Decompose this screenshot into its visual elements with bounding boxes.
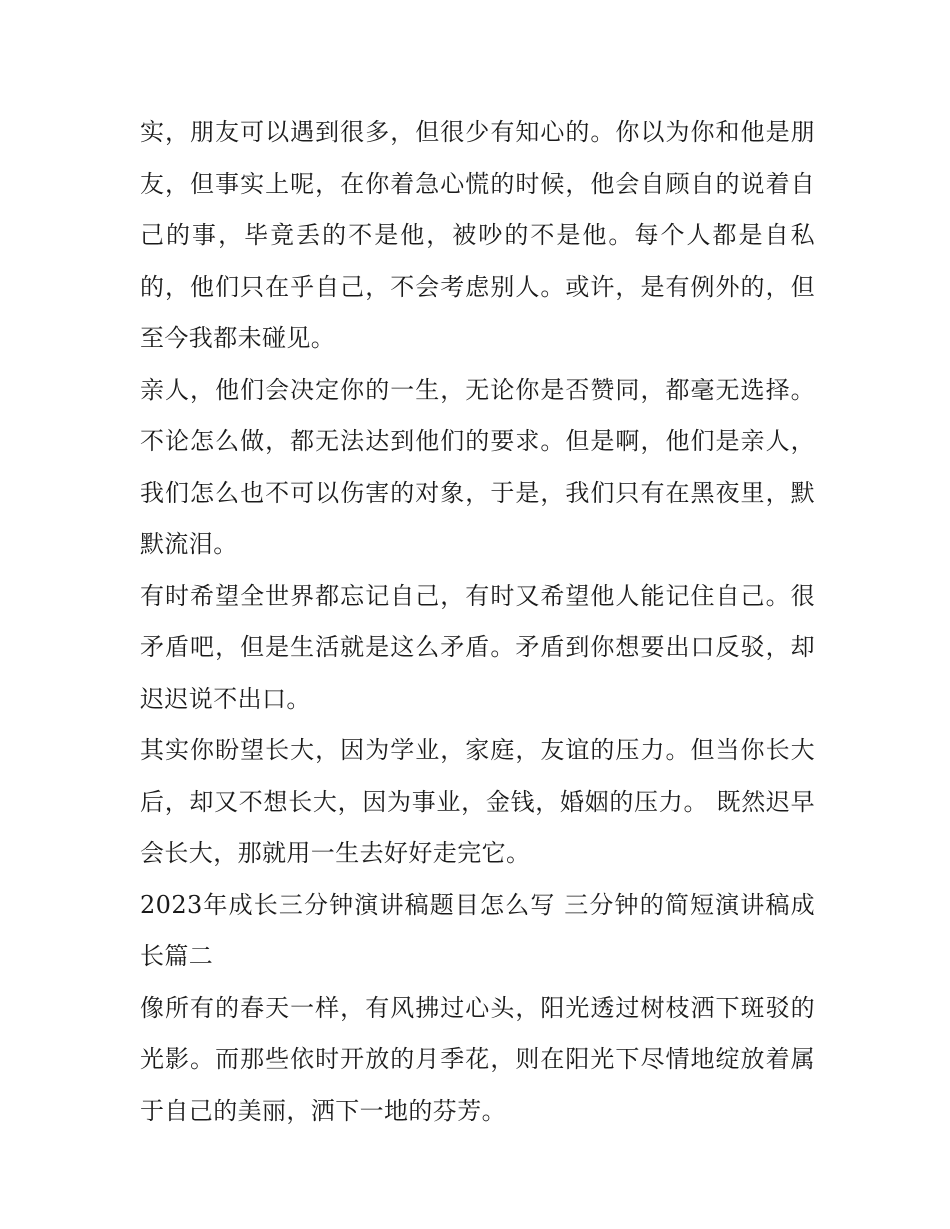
document-body (140, 107, 815, 1137)
paragraph-spring: 像所有的春天一样，有风拂过心头，阳光透过树枝洒下斑驳的光影。而那些依时开放的月季花，则在阳光下尽情地绽放着属于自己的美丽，洒下一地的芬芳。 (140, 993, 815, 1125)
paragraph-growing-up: 其实你盼望长大，因为学业，家庭，友谊的压力。但当你长大后，却又不想长大，因为事业，金钱，婚姻的压力。 既然迟早会长大，那就用一生去好好走完它。 (140, 736, 815, 867)
paragraph-friends: 实，朋友可以遇到很多，但很少有知心的。你以为你和他是朋友，但事实上呢，在你着急心慌的时候，他会自顾自的说着自己的事，毕竟丢的不是他，被吵的不是他。每个人都是自私的，他们只在乎自己，不会考虑别人。或许，是有例外的，但至今我都未碰见。 (140, 118, 815, 352)
paragraph-family: 亲人，他们会决定你的一生，无论你是否赞同，都毫无选择。不论怎么做，都无法达到他们的要求。但是啊，他们是亲人，我们怎么也不可以伤害的对象，于是，我们只有在黑夜里，默默流泪。 (140, 375, 815, 558)
section-heading: 2023年成长三分钟演讲稿题目怎么写 三分钟的简短演讲稿成长篇二 (140, 890, 815, 970)
paragraph-contradiction: 有时希望全世界都忘记自己，有时又希望他人能记住自己。很矛盾吧，但是生活就是这么矛盾。矛盾到你想要出口反驳，却迟迟说不出口。 (140, 581, 815, 713)
